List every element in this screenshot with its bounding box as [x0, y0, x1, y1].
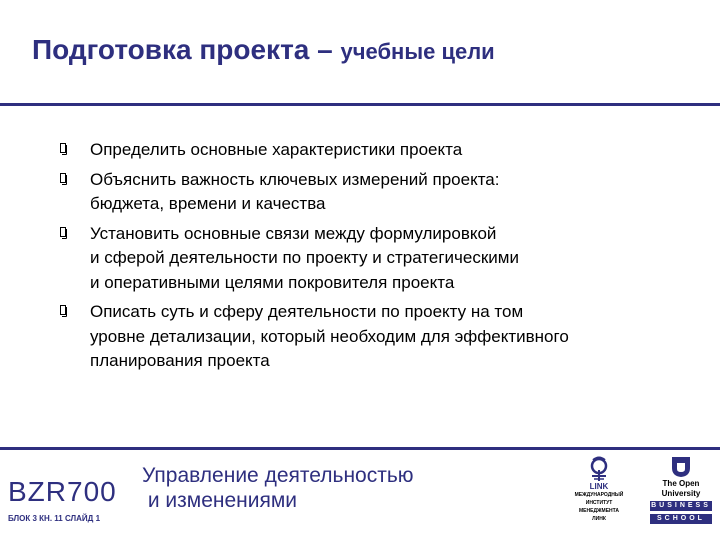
slide-title-sub: учебные цели: [340, 39, 495, 64]
ou-band-business: BUSINESS: [651, 502, 711, 509]
list-item-text: Определить основные характеристики проекта: [90, 140, 463, 159]
slide-title: [32, 34, 495, 66]
link-logo-line: ЛИНК: [592, 516, 606, 522]
course-code: BZR700: [8, 476, 117, 507]
link-logo-word: LINK: [589, 482, 609, 491]
list-item: [60, 300, 680, 374]
link-logo-line: МЕЖДУНАРОДНЫЙ: [574, 492, 624, 498]
open-university-shield-icon: [670, 456, 692, 478]
square-bullet-icon: [60, 227, 68, 240]
square-bullet-icon: [60, 143, 68, 156]
slide-title-main: Подготовка проекта –: [32, 34, 341, 65]
open-university-logo: [650, 456, 712, 532]
list-item: [60, 222, 680, 296]
list-item-text: Установить основные связи между формулировкой и сферой деятельности по проекту и стратегическими и оперативными целями покровителя проекта: [90, 223, 519, 292]
ou-band-school: SCHOOL: [650, 514, 712, 524]
list-item: [60, 168, 680, 217]
ou-name-line: University: [661, 489, 701, 498]
list-item-text: Описать суть и сферу деятельности по проекту на том уровне детализации, который необходим для эффективного планирования проекта: [90, 302, 569, 370]
link-emblem-icon: [584, 456, 614, 482]
square-bullet-icon: [60, 305, 68, 318]
objectives-list: [60, 138, 680, 379]
footer-course-title: Управление деятельностью и изменениями: [142, 464, 414, 512]
title-divider: [0, 103, 720, 106]
footer-divider: [0, 447, 720, 450]
ou-name-line: The Open: [662, 479, 700, 488]
course-reference: БЛОК 3 КН. 11 СЛАЙД 1: [8, 514, 101, 523]
square-bullet-icon: [60, 173, 68, 186]
link-logo-line: МЕНЕДЖМЕНТА: [579, 508, 619, 514]
link-logo: [568, 456, 630, 532]
list-item: [60, 138, 680, 163]
link-logo-line: ИНСТИТУТ: [585, 500, 613, 506]
list-item-text: Объяснить важность ключевых измерений проекта: бюджета, времени и качества: [90, 169, 500, 213]
